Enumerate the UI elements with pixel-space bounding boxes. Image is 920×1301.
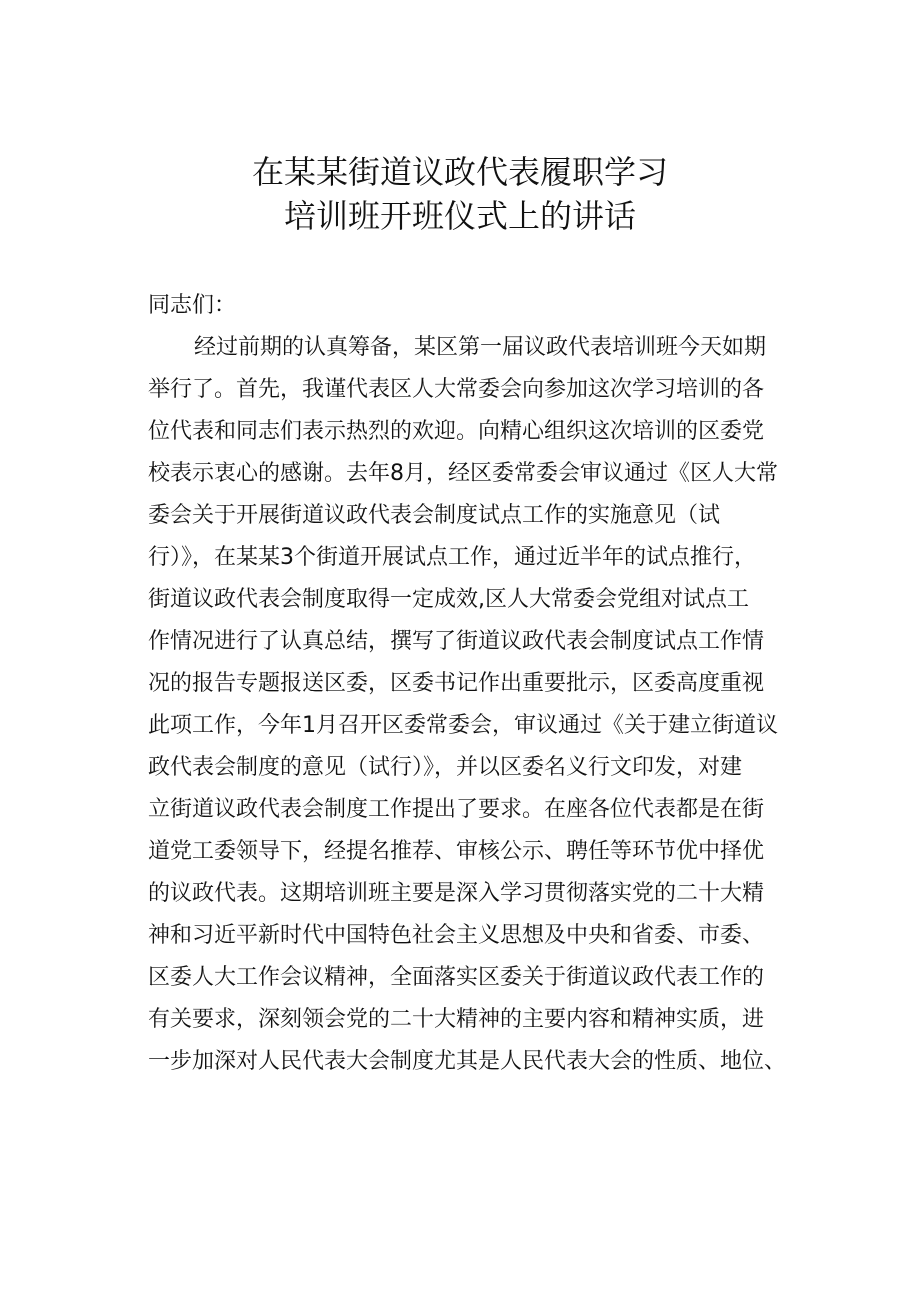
paragraph-line: 行）》，在某某3个街道开展试点工作，通过近半年的试点推行， [148, 545, 756, 570]
paragraph-line: 经过前期的认真筹备，某区第一届议政代表培训班今天如期 [194, 335, 767, 360]
paragraph-line: 委会关于开展街道议政代表会制度试点工作的实施意见（试 [148, 503, 721, 528]
paragraph-line: 有关要求，深刻领会党的二十大精神的主要内容和精神实质，进 [148, 1007, 765, 1032]
paragraph-line: 此项工作，今年1月召开区委常委会，审议通过《关于建立街道议 [148, 713, 778, 738]
paragraph-line: 立街道议政代表会制度工作提出了要求。在座各位代表都是在街 [148, 797, 765, 822]
paragraph-line: 区委人大工作会议精神，全面落实区委关于街道议政代表工作的 [148, 965, 765, 990]
paragraph-line: 道党工委领导下，经提名推荐、审核公示、聘任等环节优中择优 [148, 839, 765, 864]
paragraph-line: 的议政代表。这期培训班主要是深入学习贯彻落实党的二十大精 [148, 881, 765, 906]
paragraph-line: 况的报告专题报送区委，区委书记作出重要批示，区委高度重视 [148, 671, 765, 696]
paragraph-line: 神和习近平新时代中国特色社会主义思想及中央和省委、市委、 [148, 923, 765, 948]
document-title [0, 150, 920, 238]
paragraph-line: 校表示衷心的感谢。去年8月，经区委常委会审议通过《区人大常 [148, 461, 778, 486]
paragraph-line: 政代表会制度的意见（试行）》，并以区委名义行文印发，对建 [148, 755, 743, 780]
paragraph-line: 位代表和同志们表示热烈的欢迎。向精心组织这次培训的区委党 [148, 419, 765, 444]
salutation: 同志们： [148, 293, 237, 318]
title-line-1: 在某某街道议政代表履职学习 [251, 153, 668, 191]
title-line-2: 培训班开班仪式上的讲话 [283, 197, 636, 235]
document-body [148, 285, 808, 1083]
paragraph-line: 作情况进行了认真总结，撰写了街道议政代表会制度试点工作情 [148, 629, 765, 654]
paragraph-line: 一步加深对人民代表大会制度尤其是人民代表大会的性质、地位、 [148, 1049, 787, 1074]
paragraph-line: 举行了。首先，我谨代表区人大常委会向参加这次学习培训的各 [148, 377, 765, 402]
paragraph-line: 街道议政代表会制度取得一定成效,区人大常委会党组对试点工 [148, 587, 749, 612]
